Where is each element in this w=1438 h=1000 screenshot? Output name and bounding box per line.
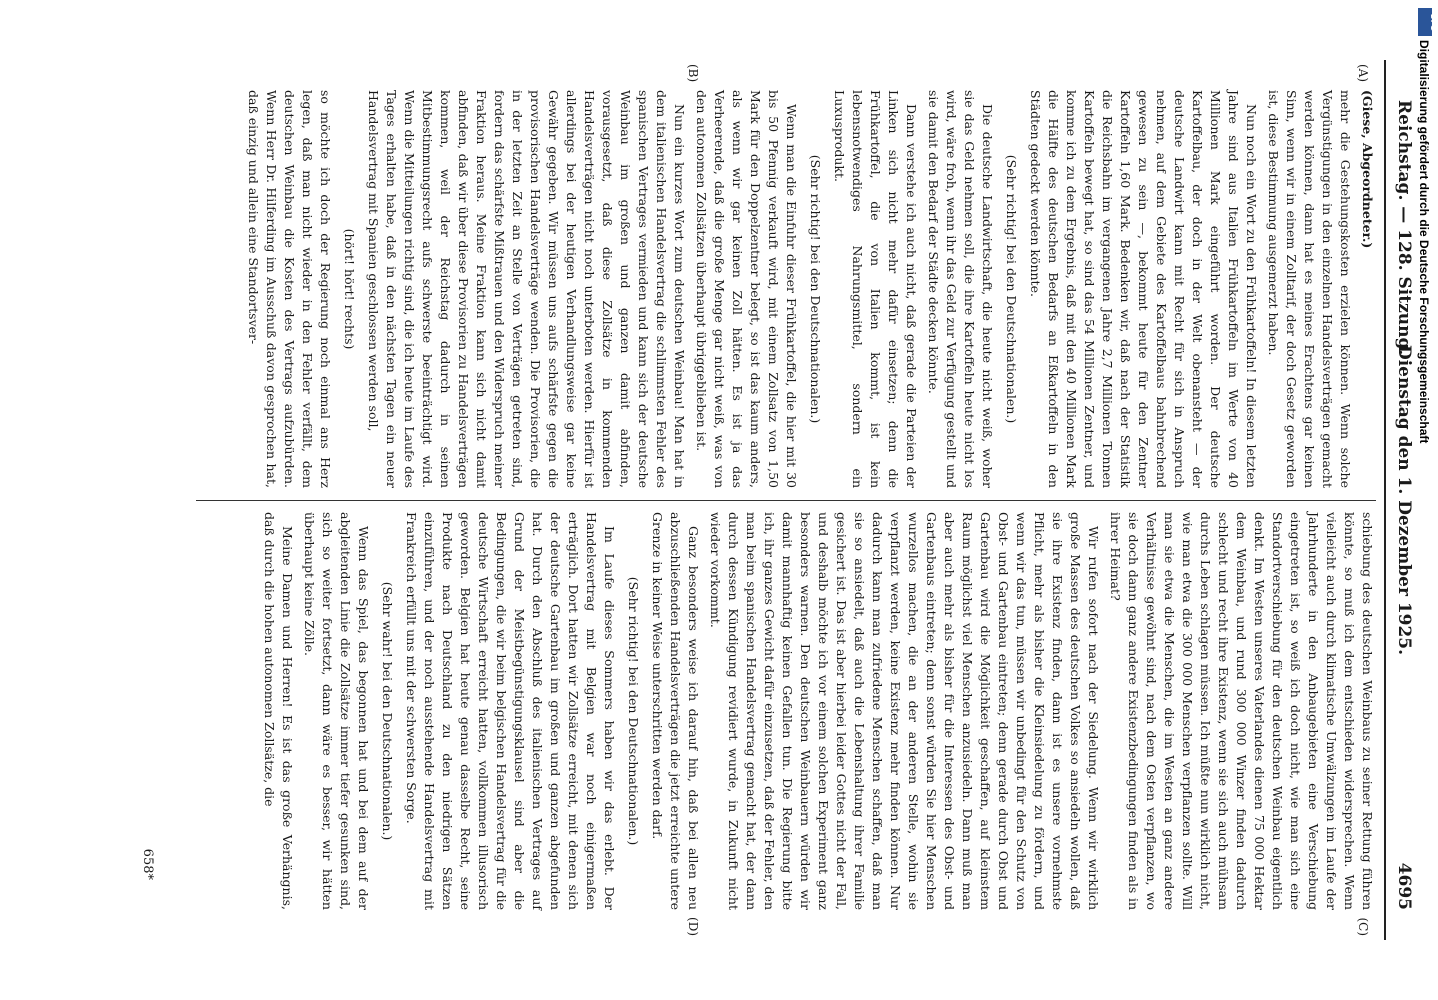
speaker-label: (Giese, Abgeordneter.) bbox=[1360, 90, 1375, 249]
paragraph: mehr die Gestehungskosten erzielen können. Wenn solche Vergünstigungen in den einzelnen Handelsverträgen gemacht werden können, dann hat es meines Erachtens gar keinen Sinn, wenn wir in einem Zolltarif, der doch Gesetz geworden ist, diese Bestimmung ausgemerzt haben. bbox=[1266, 90, 1353, 488]
digitization-credit bbox=[1414, 40, 1434, 1000]
page-number: 4695 bbox=[1394, 862, 1414, 910]
header-left: Reichstag. — 128. Sitzung. bbox=[1394, 100, 1414, 356]
paragraph: so möchte ich doch der Regierung noch einmal ans Herz legen, daß man nicht wieder in den Fehler verfällt, dem deutschen Weinbau die Kosten des Vertrags aufzubürden. Wenn Herr Dr. Hilferding im Ausschuß davon gesprochen hat, daß einzig und allein eine Standortsver- bbox=[246, 90, 333, 488]
paragraph: Ganz besonders weise ich darauf hin, daß bei allen neu abzuschließenden Handelsverträgen die jetzt erreichte untere Grenze in keiner Weise unterschritten werden darf. bbox=[650, 512, 701, 910]
interjection: (hört! hört! rechts) bbox=[342, 228, 357, 350]
paragraph: Im Laufe dieses Sommers haben wir das erlebt. Der Handelsvertrag mit Belgien war noch einigermaßen erträglich. Dort hatten wir Zollsätze erreicht, mit denen sich der deutsche Gartenbau im großen und ganzen abgefunden hat. Durch den Abschluß des italienischen Vertrages auf Grund der Meistbegünstigungsklausel sind aber die Bedingungen, die wir beim belgischen Handelsvertrag für die deutsche Wirtschaft erreicht hatten, vollkommen illusorisch geworden. Belgien hat heute genau dasselbe Recht, seine Produkte nach Deutschland zu den niedrigen Sätzen einzuführen, und der noch ausstehende Handelsvertrag mit Frankreich erfüllt uns mit der schwersten Sorge. bbox=[404, 512, 617, 910]
interjection: (Sehr wahr! bei den Deutschnationalen.) bbox=[380, 581, 395, 841]
paragraph: Wir rufen sofort nach der Siedelung. Wenn wir wirklich große Massen des deutschen Volkes so ansiedeln wollen, daß sie ihre Existenz finden, dann ist es unsere vornehmste Pflicht, mehr als bisher die Kleinsiedelung zu fördern, und wenn wir das tun, müssen wir unbedingt für den Schutz von Obst- und Gartenbau eintreten; denn gerade durch Obst und Gartenbau wird die Möglichkeit geschaffen, auf kleinstem Raum möglichst viel Menschen anzusiedeln. Dann muß man aber auch mehr als bisher für die Interessen des Obst- und Gartenbaus eintreten; denn sonst würden Sie hier Menschen wurzellos machen, die an der anderen Stelle, wohin sie verpflanzt werden, keine Existenz mehr finden können. Nur dadurch kann man zufriedene Menschen schaffen, daß man sie so ansiedelt, daß auch die Lebenshaltung ihrer Familie gesichert ist. Das ist aber hierbei leider Gottes nicht der Fall, und deshalb möchte ich vor einem solchen Experiment ganz besonders warnen. Den deutschen Weinbauern würden wir damit mannhaftig keinen Gefallen tun. Die Regierung bitte ich, ihr ganzes Gewicht dafür einzusetzen, daß der Fehler, den man beim spanischen Handelsvertrag gemacht hat, der dann durch dessen Kündigung revidiert wurde, in Zukunft nicht wieder vorkommt. bbox=[708, 512, 1101, 910]
credit-text: Digitalisierung gefördert durch die Deutsche Forschungsgemeinschaft bbox=[1417, 40, 1431, 444]
paragraph: Dann verstehe ich auch nicht, daß gerade die Parteien der Linken sich nicht mehr dafür einsetzen; denn die Frühkartoffel, die von Italien kommt, ist kein lebensnotwendiges Nahrungsmittel, sondern ein Luxusprodukt. bbox=[832, 90, 919, 488]
interjection: (Sehr richtig! bei den Deutschnationalen.) bbox=[626, 576, 641, 846]
paragraph: schiebung des deutschen Weinbaus zu seiner Rettung führen könnte, so muß ich dem entschieden widersprechen. Wenn vielleicht auch durch klimatische Umwälzungen im Laufe der Jahrhunderte in den Anbaugebieten eine Verschiebung eingetreten ist, so weiß ich doch nicht, wie man sich eine Standortverschiebung für den deutschen Weinbau eigentlich denkt. Im Westen unseres Vaterlandes dienen 75 000 Hektar dem Weinbau, und rund 300 000 Winzer finden dadurch schlecht und recht ihre Existenz, wenn sie sich auch mühsam durchs Leben schlagen müssen. Ich müßte nun wirklich nicht, wie man etwa die 300 000 Menschen verpflanzen sollte. Will man sie etwa die Menschen, die im Westen an ganz andere Verhältnisse gewöhnt sind, nach dem Osten verpflanzen, wo sie doch dann ganz andere Existenzbedingungen finden als in ihrer Heimat? bbox=[1108, 512, 1375, 910]
interjection: (Sehr richtig! bei den Deutschnationalen.) bbox=[808, 154, 823, 424]
paragraph: Wenn das Spiel, das begonnen hat und bei dem auf der abgleitenden Linie die Zollsätze immer tiefer gesunken sind, sich so weiter fortsetzt, dann wäre es besser, wir hätten überhaupt keine Zölle. bbox=[302, 512, 371, 910]
interjection: (Sehr richtig! bei den Deutschnationalen.) bbox=[1004, 154, 1019, 424]
paragraph: Nun ein kurzes Wort zum deutschen Weinbau! Man hat in dem italienischen Handelsvertrag die schlimmsten Fehler des spanischen Vertrages vermieden und kann sich der deutsche Weinbau im großen und ganzen damit abfinden, vorausgesetzt, daß diese Zollsätze in kommenden Handelsverträgen nicht noch unterboten werden. Hierfür ist allerdings bei der heutigen Verhandlungsweise gar keine Gewähr gegeben. Wir müssen uns aufs schärfste gegen die provisorischen Handelsverträge wenden. Die Provisorien, die in der letzten Zeit an Stelle von Verträgen getreten sind, fordern das schärfste Mißtrauen und den Widerspruch meiner Fraktion heraus. Meine Fraktion kann sich nicht damit abfinden, daß wir über diese Provisorien zu Handelsverträgen kommen, weil der Reichstag dadurch in seinen Mitbestimmungsrecht aufs schwerste beeinträchtigt wird. Wenn die Mitteilungen richtig sind, die ich heute im Laufe des Tages erhalten habe, daß in den nächsten Tagen ein neuer Handelsvertrag mit Spanien geschlossen werden soll, bbox=[366, 90, 687, 488]
paragraph: Nun noch ein Wort zu den Frühkartoffeln! In diesem letzten Jahre sind aus Italien Frühkartoffeln im Werte von 40 Millionen Mark eingeführt worden. Der deutsche Kartoffelbau, der doch in der Welt obenansteht — der deutsche Landwirt kann mit Recht für sich in Anspruch nehmen, auf dem Gebiete des Kartoffelbaus bahnbrechend gewesen zu sein —, bekommt heute für den Zentner Kartoffeln 1,60 Mark. Bedenken wir, daß nach der Statistik die Reichsbahn im vergangenen Jahre 2,7 Millionen Tonnen Kartoffeln bewegt hat, so sind das 54 Millionen Zentner, und komme ich zu dem Ergebnis, daß mit den 40 Millionen Mark die Hälfte des deutschen Bedarfs an Eßkartoffeln in den Städten gedeckt werden könnte. bbox=[1028, 90, 1259, 488]
column-divider bbox=[196, 500, 1376, 501]
left-column bbox=[240, 90, 1376, 488]
footnote-signature: 658* bbox=[140, 848, 155, 880]
margin-letter-c: (C) bbox=[1356, 917, 1370, 936]
paragraph: Meine Damen und Herren! Es ist das große Verhängnis, daß durch die hohen autonomen Zollsätze, die bbox=[262, 512, 295, 910]
margin-letter-b: (B) bbox=[686, 64, 700, 83]
document-page bbox=[120, 60, 1420, 940]
dfg-logo-icon: DFG bbox=[1418, 8, 1432, 36]
paragraph: Wenn man die Einfuhr dieser Frühkartoffel, die hier mit 30 bis 50 Pfennig verkauft wird, mit einem Zollsatz von 1,50 Mark für den Doppelzentner belegt, so ist das kaum anders, als wenn wir gar keinen Zoll hätten. Es ist ja das Verheerende, daß die große Menge gar nicht weiß, was von den autonomen Zollsätzen überhaupt übriggeblieben ist. bbox=[694, 90, 799, 488]
right-column bbox=[256, 512, 1376, 910]
margin-letter-a: (A) bbox=[1356, 64, 1370, 83]
margin-letter-d: (D) bbox=[686, 917, 700, 936]
paragraph: Die deutsche Landwirtschaft, die heute nicht weiß, woher sie das Geld nehmen soll, die ihre Kartoffeln heute nicht los wird, wäre froh, wenn ihr das Geld zur Verfügung gestellt und sie damit den Bedarf der Städte decken könnte. bbox=[926, 90, 995, 488]
header-center: Dienstag den 1. Dezember 1925. bbox=[1394, 344, 1414, 656]
